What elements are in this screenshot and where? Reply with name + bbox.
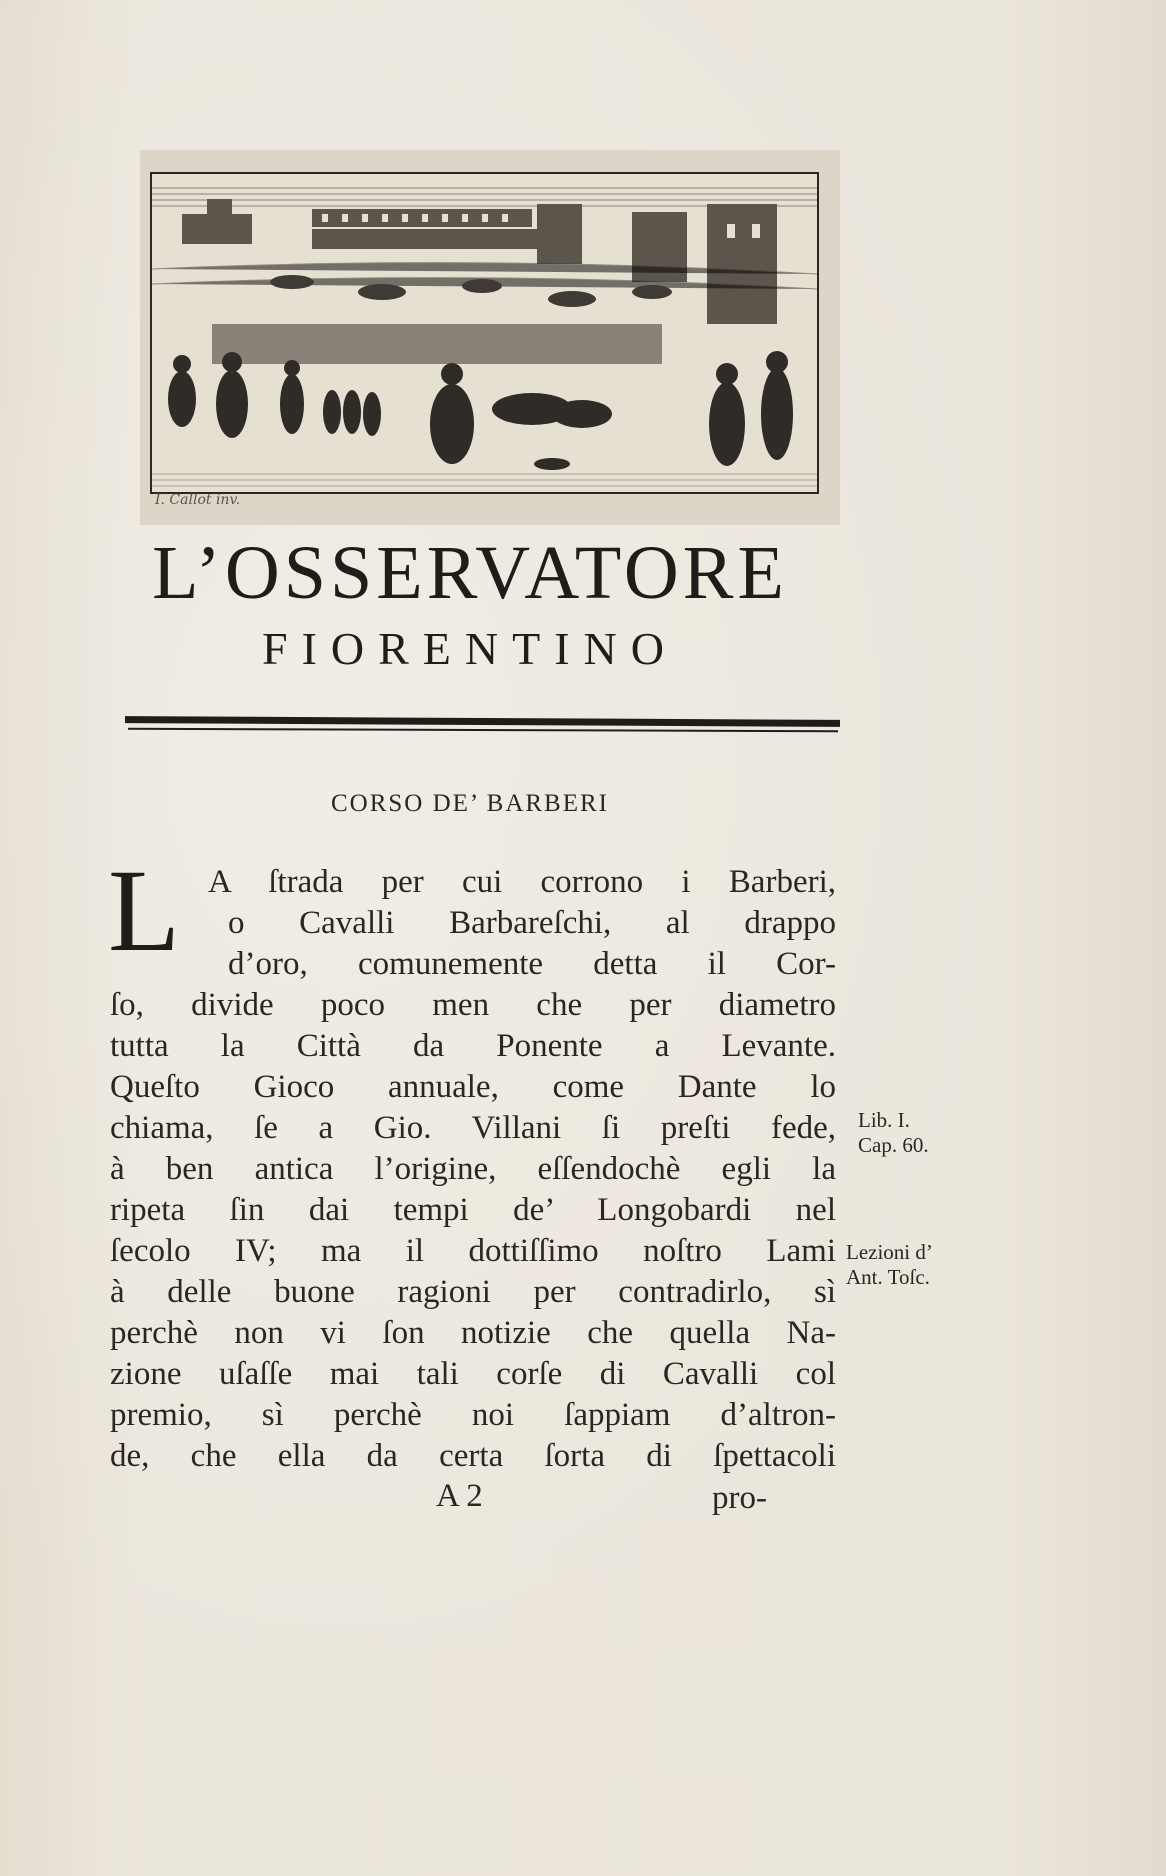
body-line: tutta la Città da Ponente a Levante. <box>110 1028 836 1064</box>
body-line: chiama, ſe a Gio. Villani ſi preſti fede, <box>110 1110 836 1146</box>
body-line: ſo, divide poco men che per diametro <box>110 987 836 1023</box>
body-line: premio, sì perchè noi ſappiam d’altron- <box>110 1397 836 1433</box>
margin-note-line: Ant. Toſc. <box>846 1265 930 1289</box>
margin-note-lami <box>846 1240 933 1290</box>
body-line: de, che ella da certa ſorta di ſpettacoli <box>110 1438 836 1474</box>
book-title: L’OSSERVATORE <box>152 531 788 615</box>
margin-note-line: Lezioni d’ <box>846 1240 933 1264</box>
body-line: zione uſaſſe mai tali corſe di Cavalli col <box>110 1356 836 1392</box>
book-subtitle: FIORENTINO <box>262 623 678 674</box>
signature-mark: A 2 <box>436 1478 483 1514</box>
catchword: pro- <box>712 1480 767 1516</box>
margin-note-line: Cap. 60. <box>858 1133 929 1157</box>
section-heading: CORSO DE’ BARBERI <box>330 790 609 817</box>
margin-note-line: Lib. I. <box>858 1108 910 1132</box>
body-line: perchè non vi ſon notizie che quella Na- <box>110 1315 836 1351</box>
body-line: Queſto Gioco annuale, come Dante lo <box>110 1069 836 1105</box>
margin-note-villani <box>858 1108 929 1158</box>
body-line: A ſtrada per cui corrono i Barberi, <box>208 864 836 900</box>
thick-rule <box>125 716 840 727</box>
body-line: ſecolo IV; ma il dottiſſimo noſtro Lami <box>110 1233 836 1269</box>
drop-cap: L <box>108 845 181 976</box>
body-line: d’oro, comunemente detta il Cor- <box>228 946 836 982</box>
engraving-illustration <box>150 172 819 494</box>
body-line: o Cavalli Barbareſchi, al drappo <box>228 905 836 941</box>
body-line: ripeta ſin dai tempi de’ Longobardi nel <box>110 1192 836 1228</box>
body-line: à ben antica l’origine, eſſendochè egli la <box>110 1151 836 1187</box>
body-line: à delle buone ragioni per contradirlo, sì <box>110 1274 836 1310</box>
thin-rule <box>128 728 838 732</box>
engraver-credit: I. Callot inv. <box>155 492 241 508</box>
palio-race-scene <box>152 174 817 492</box>
